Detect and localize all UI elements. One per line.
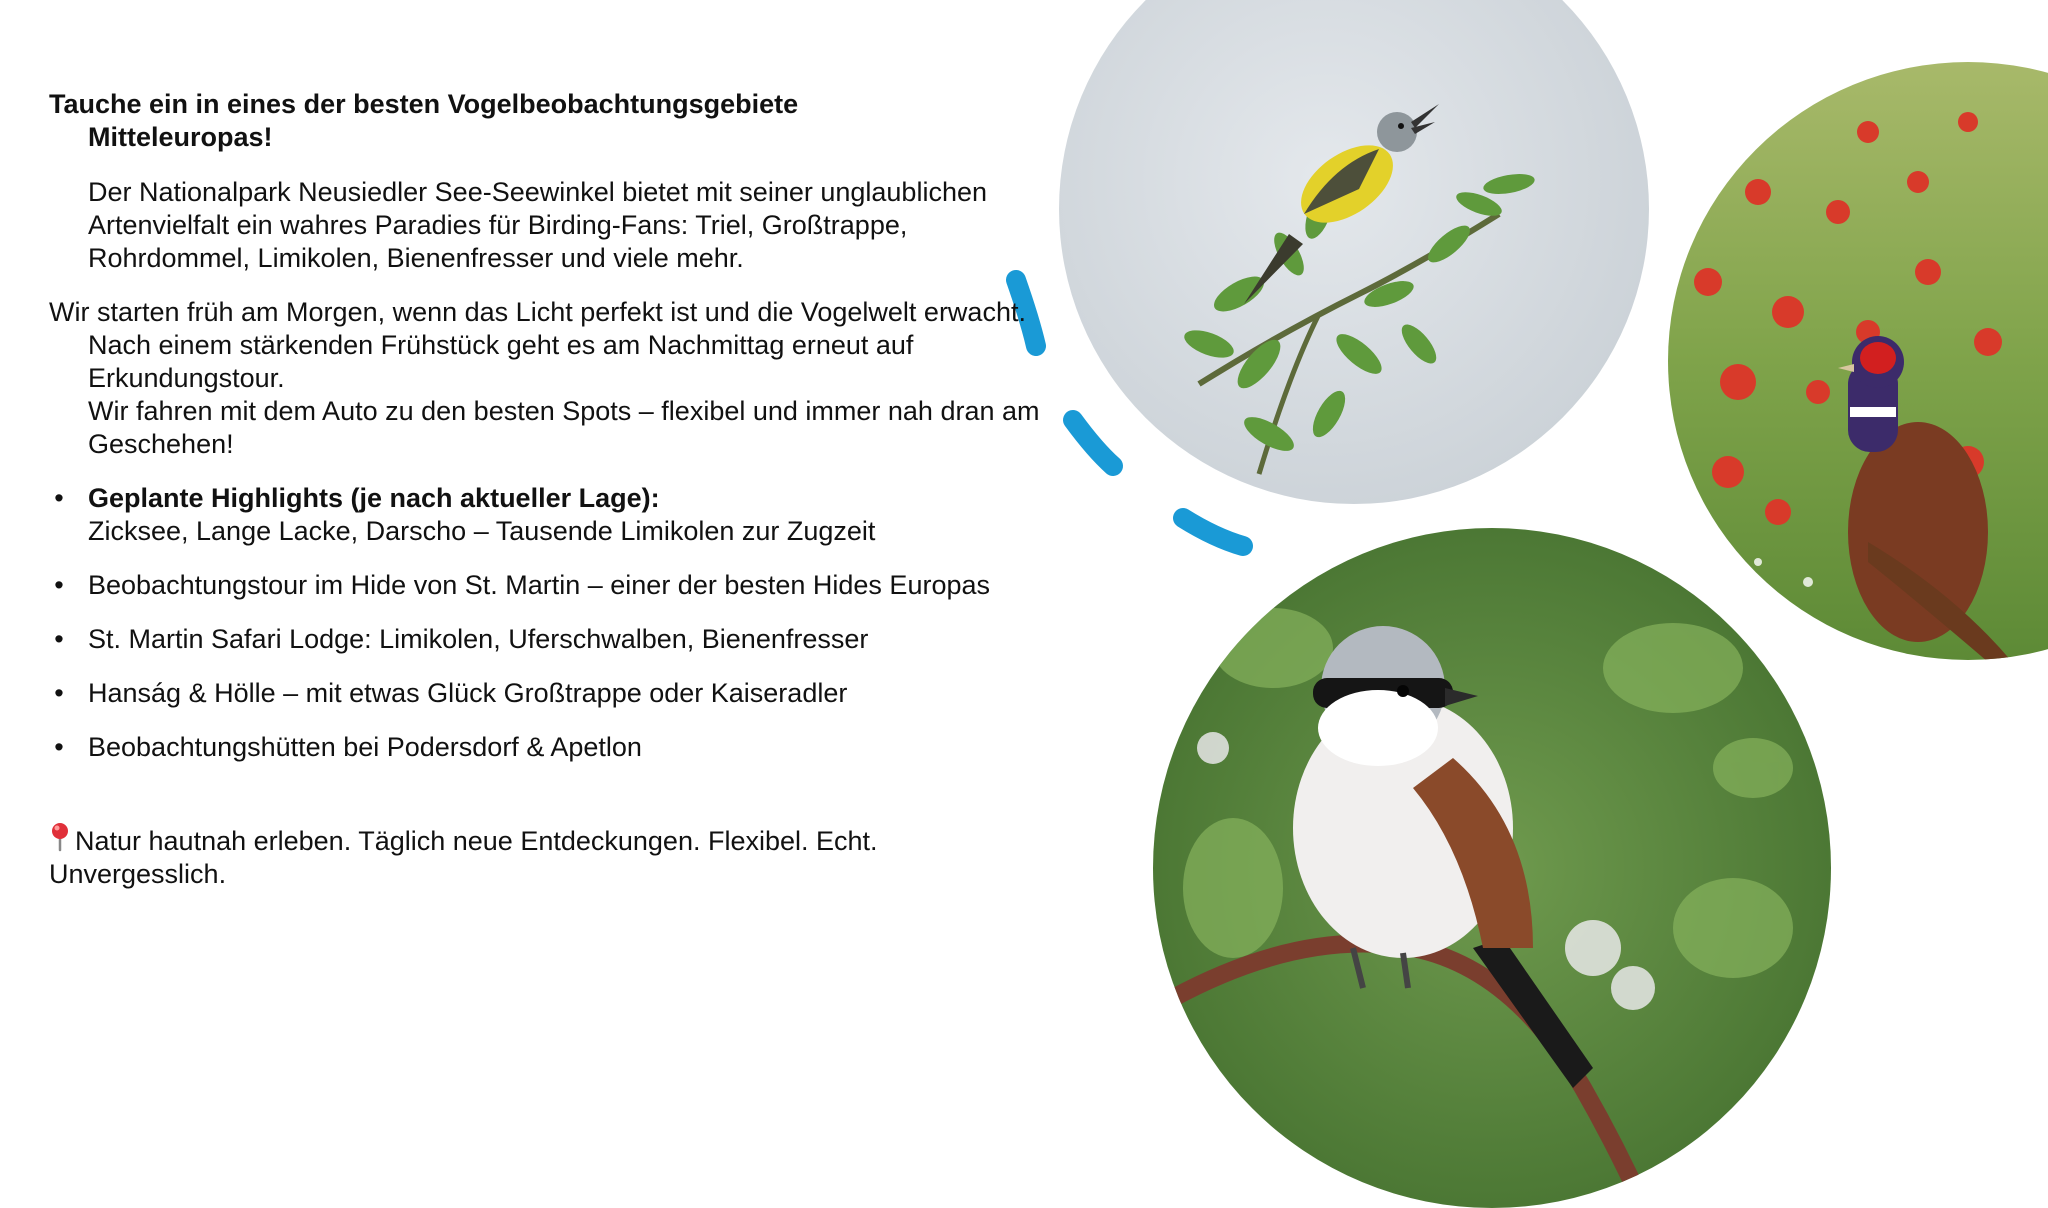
highlights-list [49,482,1059,764]
list-item [49,482,1059,548]
shrike-photo [1153,528,1831,1208]
schedule-text [49,296,1059,461]
tagline [49,822,1059,891]
highlights-title: Geplante Highlights (je nach aktueller Lage): [88,483,660,513]
list-item-text: Beobachtungshütten bei Podersdorf & Apetlon [88,732,642,762]
bullet: • [54,732,64,762]
list-item-text: Beobachtungstour im Hide von St. Martin – einer der besten Hides Europas [88,570,990,600]
intro-heading [49,88,1059,154]
list-item-text: Hanság & Hölle – mit etwas Glück Großtrappe oder Kaiseradler [88,678,848,708]
bullet: • [54,570,64,600]
intro-heading-line1: Tauche ein in eines der besten Vogelbeobachtungsgebiete [49,89,799,119]
bullet: • [54,624,64,654]
highlights-detail: Zicksee, Lange Lacke, Darscho – Tausende Limikolen zur Zugzeit [88,516,876,546]
list-item [49,677,1059,710]
round-pushpin-icon [49,822,71,852]
intro-heading-line2: Mitteleuropas! [88,122,273,152]
bullet: • [54,483,64,513]
bullet: • [54,678,64,708]
schedule-line2: Wir fahren mit dem Auto zu den besten Spots – flexibel und immer nah dran am Geschehen! [88,396,1040,459]
schedule-line1: Wir starten früh am Morgen, wenn das Licht perfekt ist und die Vogelwelt erwacht. Nach einem stärkenden Frühstück geht es am Nachmittag erneut auf Erkundungstour. [49,297,1026,393]
list-item-text: St. Martin Safari Lodge: Limikolen, Uferschwalben, Bienenfresser [88,624,869,654]
text-content [49,88,1059,891]
list-item [49,623,1059,656]
intro-description: Der Nationalpark Neusiedler See-Seewinkel bietet mit seiner unglaublichen Artenvielfalt ein wahres Paradies für Birding-Fans: Triel, Großtrappe, Rohrdommel, Limikolen, Bienenfresser und viele mehr. [88,177,987,273]
list-item [49,731,1059,764]
tagline-text: Natur hautnah erleben. Täglich neue Entdeckungen. Flexibel. Echt. Unvergesslich. [49,826,878,889]
list-item [49,569,1059,602]
